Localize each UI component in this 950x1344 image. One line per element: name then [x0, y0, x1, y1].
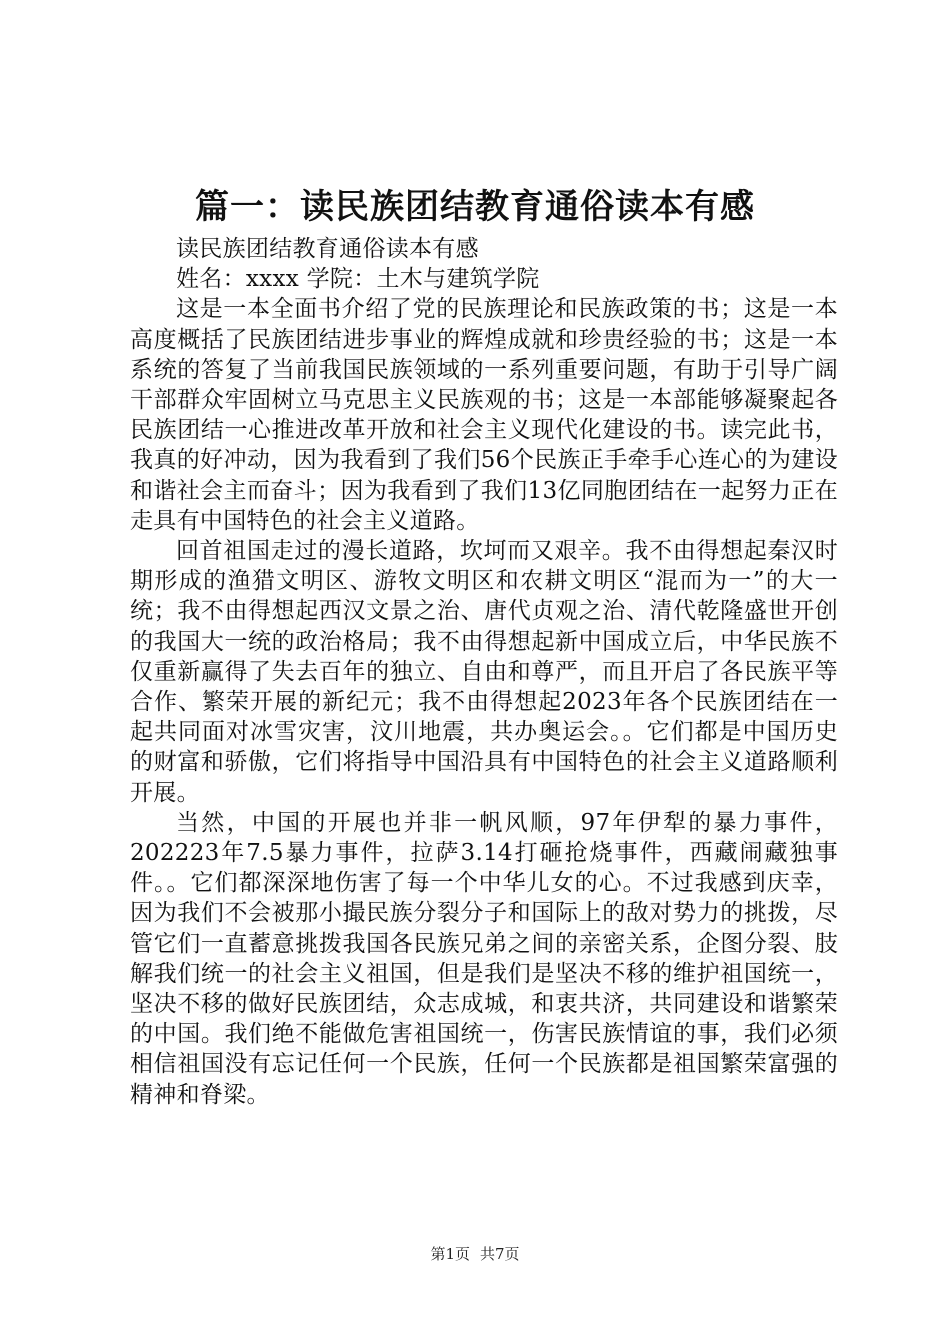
page-number-total: 共7页: [480, 1245, 520, 1263]
subtitle-line: 读民族团结教育通俗读本有感: [176, 236, 479, 262]
paragraph-3: 当然，中国的开展也并非一帆风顺，97年伊犁的暴力事件，202223年7.5暴力事件，拉萨3.14打砸抢烧事件，西藏闹藏独事件。。它们都深深地伤害了每一个中华儿女的心。不过我感到庆幸，因为我们不会被那小撮民族分裂分子和国际上的敌对势力的挑拨，尽管它们一直蓄意挑拨我国各民族兄弟之间的亲密关系，企图分裂、肢解我们统一的社会主义祖国，但是我们是坚决不移的维护祖国统一，坚决不移的做好民族团结，众志成城，和衷共济，共同建设和谐繁荣的中国。我们绝不能做危害祖国统一，伤害民族情谊的事，我们必须相信祖国没有忘记任何一个民族，任何一个民族都是祖国繁荣富强的精神和脊梁。: [130, 809, 838, 1108]
document-title: 篇一：读民族团结教育通俗读本有感: [195, 187, 755, 227]
paragraph-2: 回首祖国走过的漫长道路，坎坷而又艰辛。我不由得想起秦汉时期形成的渔猎文明区、游牧文明区和农耕文明区“混而为一”的大一统；我不由得想起西汉文景之治、唐代贞观之治、清代乾隆盛世开创的我国大一统的政治格局；我不由得想起新中国成立后，中华民族不仅重新赢得了失去百年的独立、自由和尊严，而且开启了各民族平等合作、繁荣开展的新纪元；我不由得想起2023年各个民族团结在一起共同面对冰雪灾害，汶川地震，共办奥运会。。它们都是中国历史的财富和骄傲，它们将指导中国沿具有中国特色的社会主义道路顺利开展。: [130, 538, 838, 806]
author-line: 姓名：xxxx 学院：土木与建筑学院: [176, 266, 540, 293]
page-number-current: 第1页: [430, 1245, 470, 1263]
document-body: [130, 234, 838, 1110]
page-footer: [0, 1244, 950, 1264]
paragraph-1: 这是一本全面书介绍了党的民族理论和民族政策的书；这是一本高度概括了民族团结进步事业的辉煌成就和珍贵经验的书；这是一本系统的答复了当前我国民族领域的一系列重要问题，有助于引导广阔干部群众牢固树立马克思主义民族观的书；这是一本部能够凝聚起各民族团结一心推进改革开放和社会主义现代化建设的书。读完此书，我真的好冲动，因为我看到了我们56个民族正手牵手心连心的为建设和谐社会主而奋斗；因为我看到了我们13亿同胞团结在一起努力正在走具有中国特色的社会主义道路。: [130, 296, 838, 534]
